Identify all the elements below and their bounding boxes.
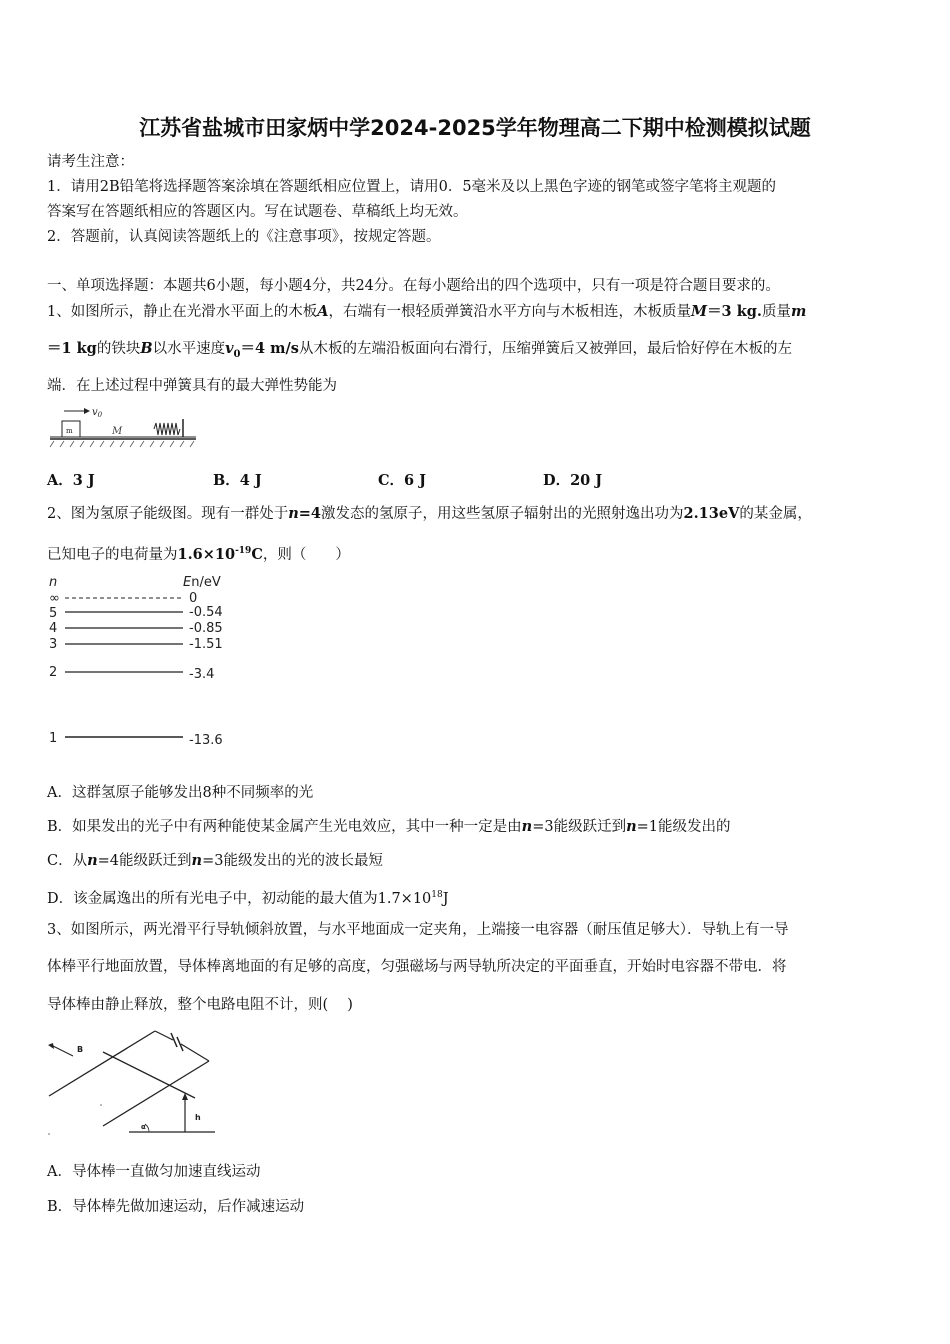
level-n-4: 4 (49, 621, 58, 636)
v0-label: $v_0$ (92, 407, 103, 419)
spring (154, 423, 180, 435)
q3-line-3: 导体棒由静止释放，整个电路电阻不计，则( ) (47, 997, 353, 1013)
q1-option-b[interactable]: B．4 J (213, 472, 262, 489)
q3-option-b[interactable]: B．导体棒先做加速运动，后作减速运动 (47, 1199, 305, 1215)
q1-option-a[interactable]: A．3 J (47, 472, 95, 489)
conductor-rod (103, 1052, 195, 1098)
block-label: m (66, 427, 73, 435)
q1-line-3: 端．在上述过程中弹簧具有的最大弹性势能为 (47, 378, 337, 394)
energy-level-diagram (45, 570, 245, 752)
q3-option-a[interactable]: A．导体棒一直做匀加速直线运动 (47, 1164, 261, 1180)
q2-line-2: 已知电子的电荷量为$1.6\times 10^{-19}C$，则（ ） (47, 545, 350, 563)
level-e-1: -13.6 (189, 733, 223, 748)
q1-line-2: ＝1 kg的铁块B以水平速度$v_0=4$ m/s从木板的左端沿板面向右滑行，压缩弹簧后又被弹回，最后恰好停在木板的左 (47, 340, 792, 360)
q1-option-c[interactable]: C．6 J (378, 472, 427, 489)
level-n-2: 2 (49, 665, 58, 680)
section-heading: 一、单项选择题：本题共6小题，每小题4分，共24分。在每小题给出的四个选项中，只有一项是符合题目要求的。 (47, 278, 780, 294)
notice-line-2: 答案写在答题纸相应的答题区内。写在试题卷、草稿纸上均无效。 (47, 204, 468, 220)
level-n-inf: ∞ (49, 591, 60, 606)
q1-line-1: 1、如图所示，静止在光滑水平面上的木板A，右端有一根轻质弹簧沿水平方向与木板相连，木板质量M＝3 kg.质量m (47, 303, 807, 320)
level-e-3: -1.51 (189, 637, 223, 652)
energy-axis-label: En/eV (183, 575, 221, 590)
q2-option-c[interactable]: C．从n=4能级跃迁到n=3能级发出的光的波长最短 (47, 852, 383, 869)
board-label: M (112, 426, 123, 437)
n-axis-label: n (49, 575, 58, 590)
level-n-5: 5 (49, 606, 58, 621)
angle-label: α (141, 1123, 146, 1131)
q3-figure (45, 1028, 225, 1140)
level-n-1: 1 (49, 731, 58, 746)
q1-figure (46, 404, 201, 456)
field-label: B (77, 1045, 84, 1054)
level-n-3: 3 (49, 637, 58, 652)
q1-option-d[interactable]: D．20 J (543, 472, 603, 489)
q2-option-b[interactable]: B．如果发出的光子中有两种能使某金属产生光电效应，其中一种一定是由n=3能级跃迁到n=1能级发出的 (47, 818, 731, 835)
q2-option-a[interactable]: A．这群氢原子能够发出8种不同频率的光 (47, 785, 314, 801)
q2-option-d[interactable]: D．该金属逸出的所有光电子中，初动能的最大值为$1.7\times 10^{18}J$ (47, 890, 449, 907)
notice-line-3: 2．答题前，认真阅读答题纸上的《注意事项》，按规定答题。 (47, 229, 441, 245)
arrow-icon (48, 1043, 54, 1049)
notice-line-1: 1．请用2B铅笔将选择题答案涂填在答题纸相应位置上，请用0．5毫米及以上黑色字迹的钢笔或签字笔将主观题的 (47, 179, 777, 195)
page-title: 江苏省盐城市田家炳中学2024-2025学年物理高二下期中检测模拟试题 (139, 116, 811, 140)
notice-heading: 请考生注意： (47, 154, 134, 170)
height-label: h (195, 1113, 201, 1122)
level-e-inf: 0 (189, 591, 198, 606)
level-e-4: -0.85 (189, 621, 223, 636)
level-e-2: -3.4 (189, 667, 215, 682)
q3-line-2: 体棒平行地面放置，导体棒离地面的有足够的高度，匀强磁场与两导轨所决定的平面垂直，开始时电容器不带电．将 (47, 959, 787, 975)
q3-line-1: 3、如图所示，两光滑平行导轨倾斜放置，与水平地面成一定夹角，上端接一电容器（耐压值足够大）．导轨上有一导 (47, 922, 789, 938)
q2-line-1: 2、图为氢原子能级图。现有一群处于n=4激发态的氢原子，用这些氢原子辐射出的光照射逸出功为2.13eV的某金属， (47, 505, 812, 522)
level-e-5: -0.54 (189, 605, 223, 620)
